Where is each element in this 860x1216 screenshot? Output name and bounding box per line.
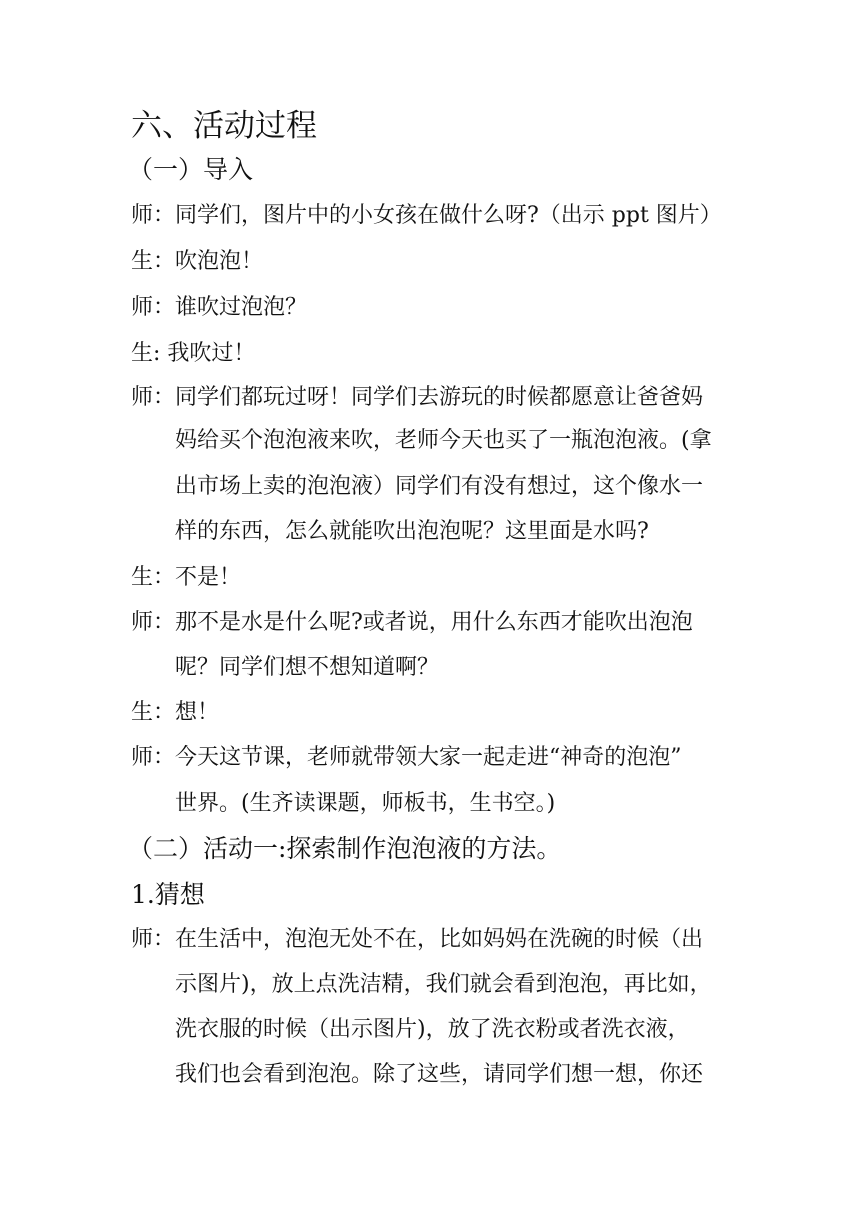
dialogue-line-continued: 世界。(生齐读课题，师板书，生书空。) [175,791,556,816]
dialogue-line: 生：想！ [131,700,220,725]
dialogue-line: 师：同学们，图片中的小女孩在做什么呀?（出示 ppt 图片） [131,203,722,228]
dialogue-line: 师：谁吹过泡泡？ [131,295,308,320]
dialogue-line: 师：在生活中，泡泡无处不在，比如妈妈在洗碗的时候（出 [131,927,704,952]
dialogue-line: 师：那不是水是什么呢?或者说，用什么东西才能吹出泡泡 [131,610,693,635]
dialogue-line: 生: 我吹过！ [131,341,256,366]
section-heading-activity-one: （二）活动一:探索制作泡泡液的方法。 [128,834,562,863]
dialogue-line-continued: 样的东西，怎么就能吹出泡泡呢？这里面是水吗? [175,519,649,544]
dialogue-line-continued: 妈给买个泡泡液来吹，老师今天也买了一瓶泡泡液。(拿 [175,428,712,453]
section-heading-intro: （一）导入 [128,155,254,184]
dialogue-line-continued: 我们也会看到泡泡。除了这些，请同学们想一想，你还 [175,1062,704,1087]
subsection-heading-guess: 1.猜想 [131,880,205,909]
dialogue-line-continued: 呢？同学们想不想知道啊？ [175,655,440,680]
dialogue-line-continued: 洗衣服的时候（出示图片)，放了洗衣粉或者洗衣液， [175,1017,690,1042]
dialogue-line: 生：吹泡泡！ [131,249,264,274]
dialogue-line: 师：同学们都玩过呀！同学们去游玩的时候都愿意让爸爸妈 [131,385,704,410]
dialogue-line: 师：今天这节课，老师就带领大家一起走进“神奇的泡泡” [131,745,682,770]
dialogue-line-continued: 出市场上卖的泡泡液）同学们有没有想过，这个像水一 [175,474,704,499]
dialogue-line: 生：不是！ [131,565,242,590]
dialogue-line-continued: 示图片)，放上点洗洁精，我们就会看到泡泡，再比如， [175,972,712,997]
page-heading: 六、活动过程 [131,108,317,144]
